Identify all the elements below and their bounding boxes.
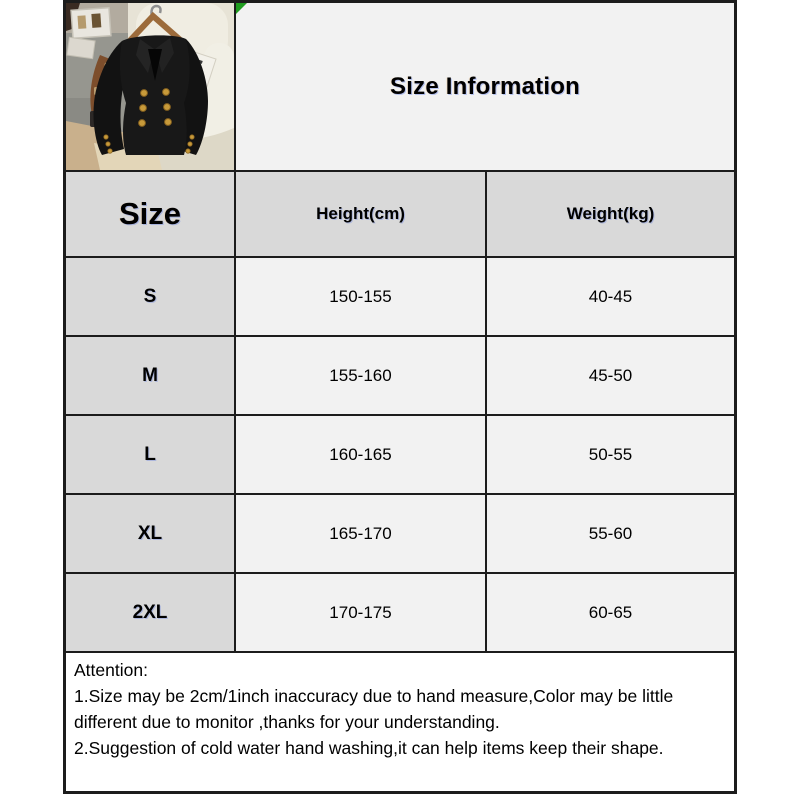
size-chart: [63, 0, 737, 794]
weight-value-s: 40-45: [487, 258, 734, 335]
weight-value-m: 45-50: [487, 337, 734, 414]
column-header-weight: Weight(kg): [487, 172, 734, 256]
page-title: Size Information: [390, 72, 580, 100]
size-label-m: M: [66, 337, 234, 414]
height-value-xl: 165-170: [236, 495, 485, 572]
size-label-l: L: [66, 416, 234, 493]
green-corner-flag-icon: [236, 3, 247, 14]
attention-heading: Attention:: [74, 660, 148, 680]
weight-value-xl: 55-60: [487, 495, 734, 572]
size-label-2xl: 2XL: [66, 574, 234, 651]
height-value-s: 150-155: [236, 258, 485, 335]
product-photo: [66, 3, 234, 170]
weight-value-l: 50-55: [487, 416, 734, 493]
attention-note-1: 1.Size may be 2cm/1inch inaccuracy due to hand measure,Color may be little different due to monitor ,thanks for your understanding.: [74, 686, 674, 732]
size-label-xl: XL: [66, 495, 234, 572]
size-label-s: S: [66, 258, 234, 335]
weight-value-2xl: 60-65: [487, 574, 734, 651]
attention-box: [66, 653, 734, 791]
height-value-l: 160-165: [236, 416, 485, 493]
title-cell: [236, 3, 734, 170]
column-header-height: Height(cm): [236, 172, 485, 256]
attention-note-2: 2.Suggestion of cold water hand washing,it can help items keep their shape.: [74, 738, 664, 758]
height-value-m: 155-160: [236, 337, 485, 414]
product-photo-illustration: [66, 3, 234, 170]
column-header-size: Size: [66, 172, 234, 256]
height-value-2xl: 170-175: [236, 574, 485, 651]
